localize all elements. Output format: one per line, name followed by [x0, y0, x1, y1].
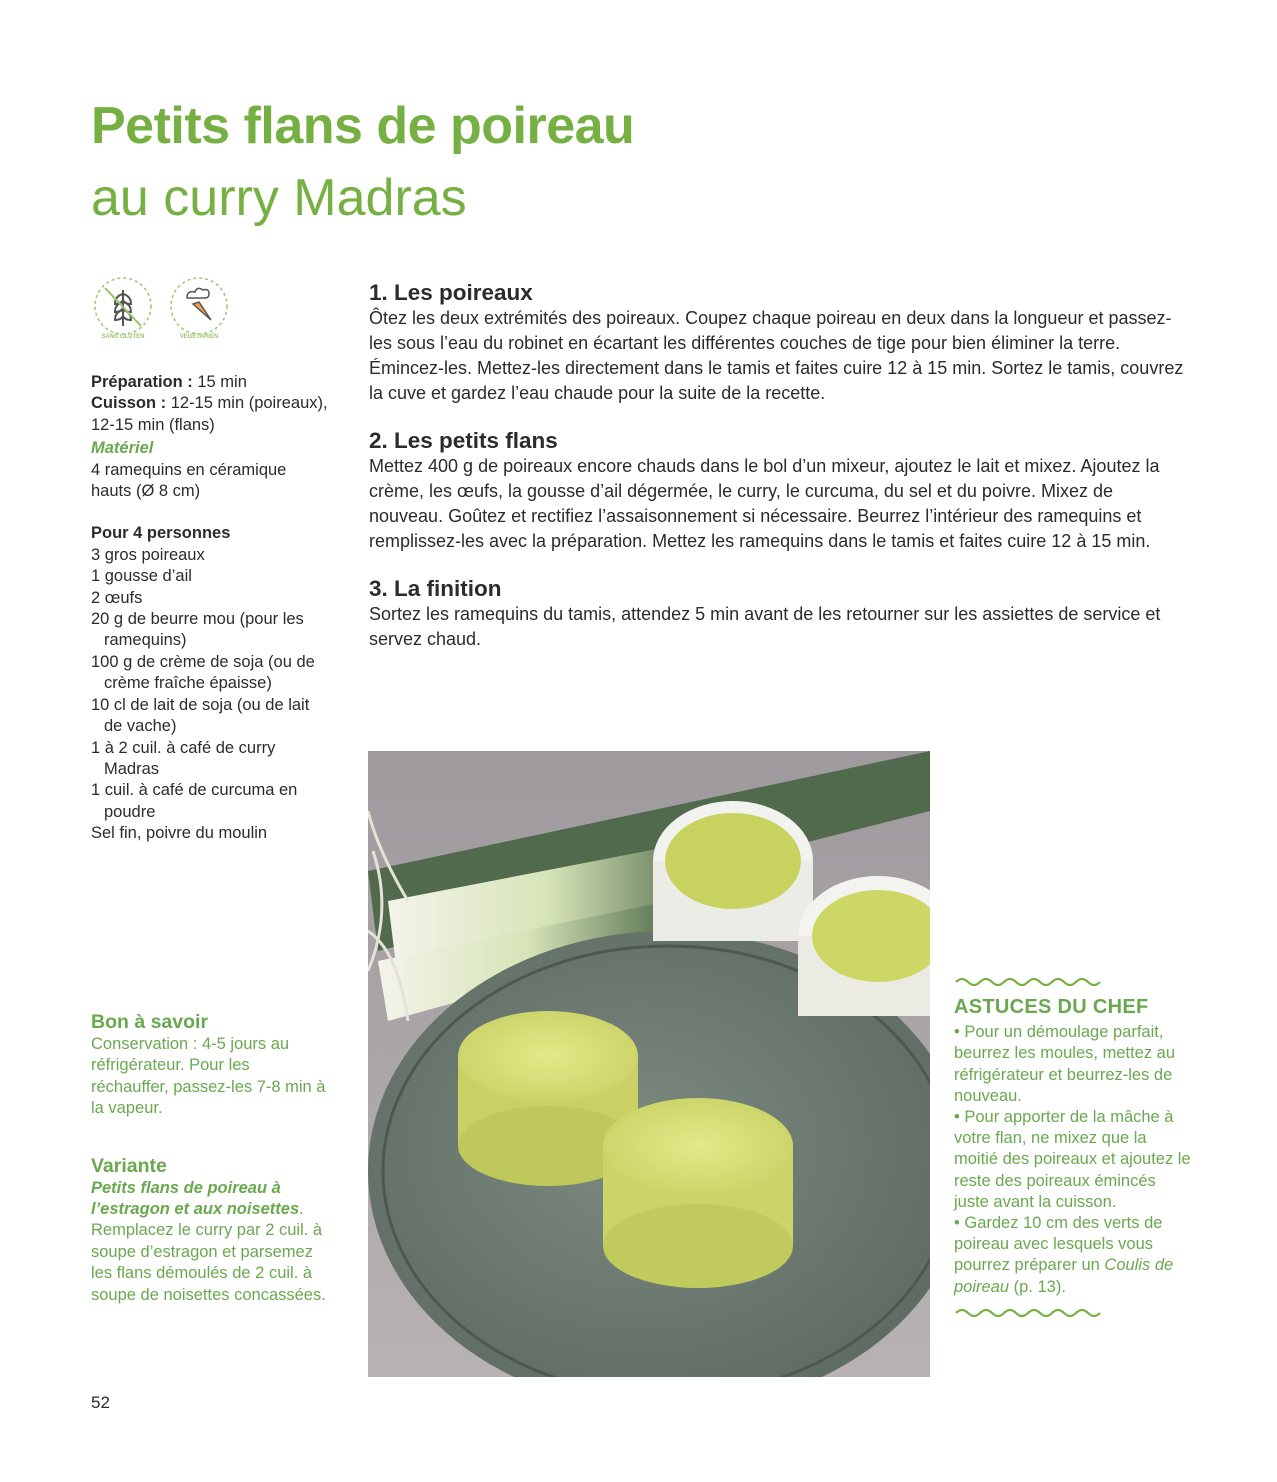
materiel-text: 4 ramequins en céramique hauts (Ø 8 cm): [91, 460, 287, 501]
recipe-photo: [368, 751, 930, 1377]
wave-divider-top: [954, 975, 1102, 989]
ingredient-item: 3 gros poireaux: [91, 545, 205, 564]
servings: Pour 4 personnes: [91, 524, 231, 543]
variante-text: Petits flans de poireau à l’estragon et aux noisettes. Remplacez le curry par 2 cuil. à soupe d’estragon et parsemez les flans démoulés de 2 cuil. à soupe de noisettes concassées.: [91, 1178, 326, 1304]
recipe-subtitle: au curry Madras: [91, 169, 467, 227]
step-1: [369, 280, 1189, 406]
svg-text:SANS GLUTEN: SANS GLUTEN: [101, 334, 145, 340]
recipe-steps: [369, 280, 1189, 674]
ingredient-item: 1 gousse d’ail: [91, 567, 192, 586]
step-title: 1. Les poireaux: [369, 280, 533, 305]
materiel-title: Matériel: [91, 439, 154, 458]
ingredient-item: 1 cuil. à café de curcuma en poudre: [91, 781, 298, 821]
step-title: 2. Les petits flans: [369, 428, 558, 453]
astuces-title: ASTUCES DU CHEF: [954, 996, 1149, 1018]
svg-text:VÉGÉTARIEN: VÉGÉTARIEN: [179, 334, 219, 340]
ingredient-item: 20 g de beurre mou (pour les ramequins): [91, 610, 304, 650]
bon-a-savoir-text: Conservation : 4-5 jours au réfrigérateur. Pour les réchauffer, passez-les 7-8 min à la vapeur.: [91, 1035, 326, 1118]
bon-a-savoir-title: Bon à savoir: [91, 1011, 209, 1033]
sidebar-tips: [91, 1010, 326, 1306]
carrot-chef-icon: [167, 276, 231, 340]
variante-highlight: Petits flans de poireau à l’estragon et aux noisettes: [91, 1178, 300, 1219]
ingredient-item: 2 œufs: [91, 588, 143, 607]
page-number: 52: [91, 1393, 110, 1412]
astuce-item: • Pour un démoulage parfait, beurrez les moules, mettez au réfrigérateur et beurrez-les de nouveau.: [954, 1023, 1176, 1105]
bon-a-savoir: [91, 1010, 326, 1120]
recipe-title: Petits flans de poireau: [91, 97, 635, 155]
step-text: Ôtez les deux extrémités des poireaux. Coupez chaque poireau en deux dans la longueur et passez-les sous l’eau du robinet en écartant les différentes couches de tige pour bien éliminer la terre. Émincez-les. Mettez-les directement dans le tamis et faites cuire 12 à 15 min. Sortez le tamis, couvrez la cuve et gardez l’eau chaude pour la suite de la recette.: [369, 308, 1184, 403]
astuces-du-chef: [954, 975, 1194, 1320]
step-title: 3. La finition: [369, 576, 502, 601]
step-3: [369, 576, 1189, 652]
variante: [91, 1154, 326, 1306]
astuce-item: • Pour apporter de la mâche à votre flan, ne mixez que la moitié des poireaux et ajoutez le reste des poireaux émincés juste avant la cuisson.: [954, 1108, 1191, 1211]
step-2: [369, 428, 1189, 554]
wave-divider-bottom: [954, 1306, 1102, 1320]
cook-time: Cuisson : 12-15 min (poireaux), 12-15 min (flans): [91, 394, 328, 434]
astuces-list: [954, 1022, 1194, 1298]
variante-title: Variante: [91, 1154, 167, 1177]
diet-badges: [91, 276, 241, 346]
prep-time: Préparation : 15 min: [91, 373, 247, 391]
ingredient-item: 1 à 2 cuil. à café de curry Madras: [91, 738, 276, 778]
recipe-info: [91, 372, 331, 845]
astuce-item: • Gardez 10 cm des verts de poireau avec lesquels vous pourrez préparer un Coulis de poireau (p. 13).: [954, 1214, 1174, 1296]
step-text: Sortez les ramequins du tamis, attendez 5 min avant de les retourner sur les assiettes de service et servez chaud.: [369, 604, 1161, 649]
step-text: Mettez 400 g de poireaux encore chauds dans le bol d’un mixeur, ajoutez le lait et mixez. Ajoutez la crème, les œufs, la gousse d’ail dégermée, le curry, le curcuma, du sel et du poivre. Mixez de nouveau. Goûtez et rectifiez l’assaisonnement si nécessaire. Beurrez l’intérieur des ramequins et remplissez-les avec la préparation. Mettez les ramequins dans le tamis et faites cuire 12 à 15 min.: [369, 456, 1160, 551]
ingredient-item: 10 cl de lait de soja (ou de lait de vache): [91, 695, 310, 736]
ingredient-item: 100 g de crème de soja (ou de crème fraîche épaisse): [91, 652, 315, 693]
wheat-crossed-icon: [91, 276, 155, 340]
ingredient-list: [91, 545, 331, 845]
ingredient-item: Sel fin, poivre du moulin: [91, 824, 268, 843]
